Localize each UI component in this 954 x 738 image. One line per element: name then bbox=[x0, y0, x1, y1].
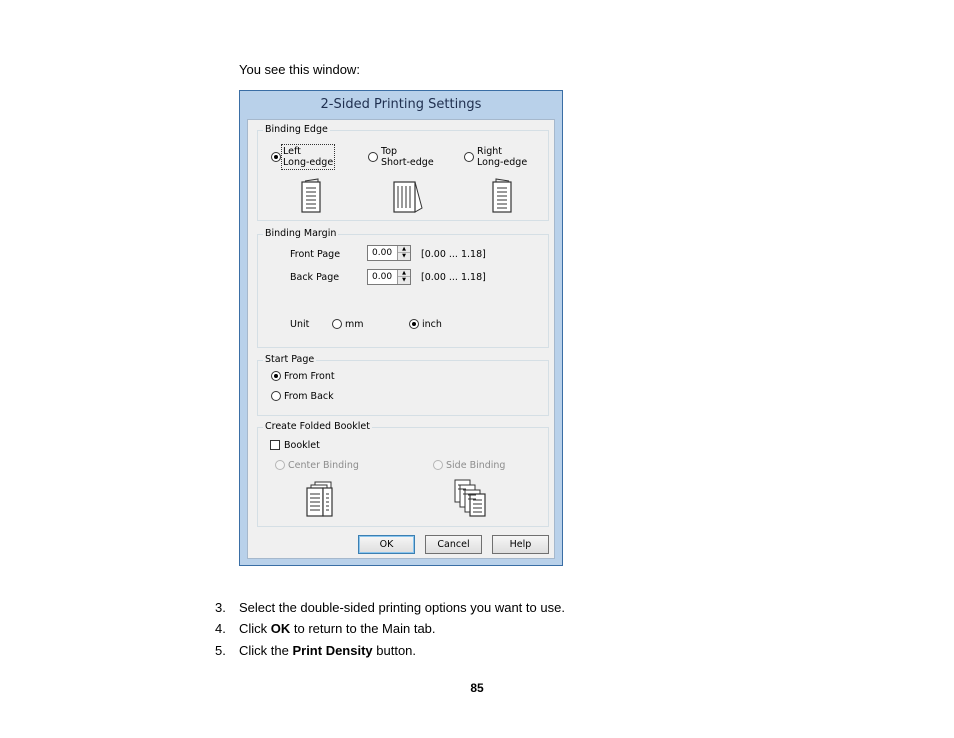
unit-inch-label: inch bbox=[422, 319, 442, 330]
center-binding-radio[interactable] bbox=[275, 460, 285, 470]
binding-edge-group bbox=[257, 124, 549, 221]
dialog-title: 2-Sided Printing Settings bbox=[320, 97, 482, 112]
back-page-label: Back Page bbox=[290, 272, 340, 283]
binding-margin-label: Binding Margin bbox=[265, 228, 337, 239]
front-page-spin-buttons[interactable] bbox=[397, 246, 410, 260]
intro-text: You see this window: bbox=[239, 62, 360, 77]
side-binding-radio[interactable] bbox=[433, 460, 443, 470]
side-binding-label: Side Binding bbox=[446, 460, 506, 471]
binding-margin-group bbox=[257, 228, 549, 348]
step-3 bbox=[215, 600, 565, 615]
unit-mm-radio[interactable] bbox=[332, 319, 342, 329]
center-binding-label: Center Binding bbox=[288, 460, 359, 471]
top-binding-page-icon bbox=[391, 178, 425, 214]
two-sided-settings-dialog bbox=[239, 90, 563, 566]
center-binding-booklet-icon bbox=[302, 480, 336, 518]
binding-top-radio[interactable] bbox=[368, 152, 378, 162]
help-button[interactable]: Help bbox=[492, 535, 549, 554]
binding-edge-label: Binding Edge bbox=[265, 124, 328, 135]
front-page-label: Front Page bbox=[290, 249, 341, 260]
spin-up-icon[interactable]: ▲ bbox=[398, 246, 410, 253]
booklet-checkbox[interactable] bbox=[270, 440, 280, 450]
unit-inch-radio[interactable] bbox=[409, 319, 419, 329]
booklet-label: Booklet bbox=[284, 440, 320, 451]
step-4-bold: OK bbox=[270, 621, 291, 636]
front-page-value: 0.00 bbox=[372, 248, 393, 258]
dialog-client bbox=[247, 119, 555, 559]
spin-up-icon[interactable]: ▲ bbox=[398, 270, 410, 277]
unit-label: Unit bbox=[290, 319, 310, 330]
front-page-range: [0.00 ... 1.18] bbox=[421, 249, 486, 260]
step-3-text: Select the double-sided printing options you want to use. bbox=[239, 600, 565, 615]
side-binding-booklet-icon bbox=[453, 478, 489, 518]
step-5-bold: Print Density bbox=[292, 643, 373, 658]
right-binding-page-icon bbox=[489, 178, 515, 214]
left-binding-page-icon bbox=[299, 178, 325, 214]
back-page-value: 0.00 bbox=[372, 272, 393, 282]
from-back-label: From Back bbox=[284, 391, 334, 402]
step-5-number: 5. bbox=[215, 643, 226, 658]
binding-right-label: Right Long-edge bbox=[477, 146, 528, 168]
back-page-range: [0.00 ... 1.18] bbox=[421, 272, 486, 283]
from-front-label: From Front bbox=[284, 371, 335, 382]
front-page-stepper[interactable] bbox=[367, 245, 411, 261]
binding-left-radio[interactable] bbox=[271, 152, 281, 162]
ok-button[interactable]: OK bbox=[358, 535, 415, 554]
back-page-spin-buttons[interactable] bbox=[397, 270, 410, 284]
back-page-stepper[interactable] bbox=[367, 269, 411, 285]
start-page-label: Start Page bbox=[265, 354, 315, 365]
binding-top-label: Top Short-edge bbox=[381, 146, 434, 168]
page-number: 85 bbox=[470, 681, 484, 695]
folded-booklet-group bbox=[257, 421, 549, 527]
step-5: 5. Click the Print Density button. bbox=[215, 643, 417, 658]
step-4: 4. Click OK to return to the Main tab. bbox=[215, 621, 436, 636]
from-front-radio[interactable] bbox=[271, 371, 281, 381]
step-4-number: 4. bbox=[215, 621, 226, 636]
step-3-number: 3. bbox=[215, 600, 226, 615]
folded-booklet-label: Create Folded Booklet bbox=[265, 421, 370, 432]
spin-down-icon[interactable]: ▼ bbox=[402, 253, 406, 259]
binding-right-radio[interactable] bbox=[464, 152, 474, 162]
binding-left-label: Left Long-edge bbox=[283, 146, 334, 168]
start-page-group bbox=[257, 354, 549, 416]
spin-down-icon[interactable]: ▼ bbox=[402, 277, 406, 283]
unit-mm-label: mm bbox=[345, 319, 364, 330]
cancel-button[interactable]: Cancel bbox=[425, 535, 482, 554]
from-back-radio[interactable] bbox=[271, 391, 281, 401]
